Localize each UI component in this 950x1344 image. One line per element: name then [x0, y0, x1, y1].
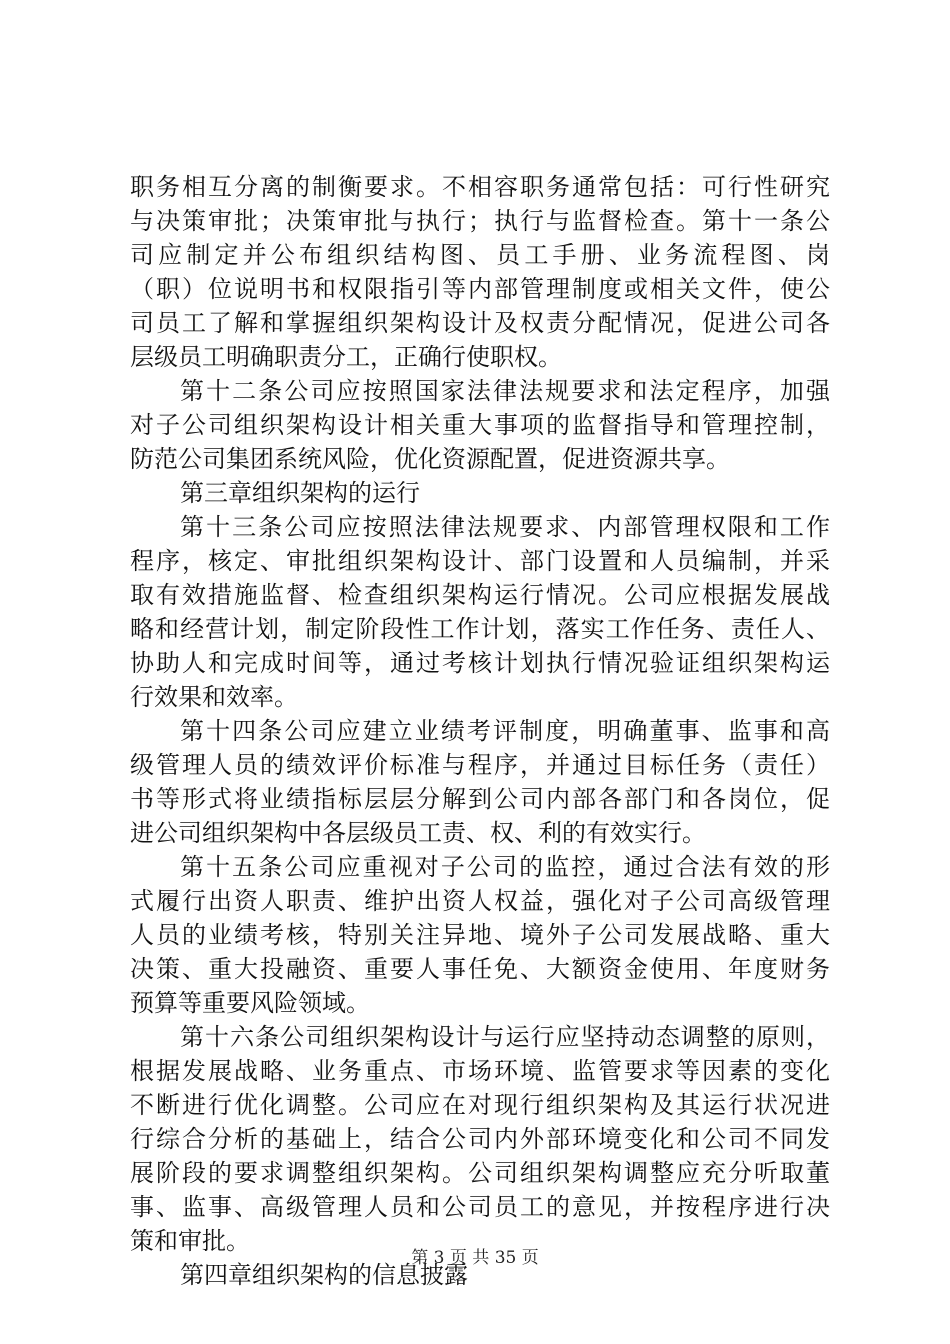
text-line: 进公司组织架构中各层级员工责、权、利的有效实行。 — [130, 819, 706, 847]
text-line: 第十二条公司应按照国家法律法规要求和法定程序，加强 — [180, 377, 830, 405]
text-line: 司应制定并公布组织结构图、员工手册、业务流程图、岗 — [130, 241, 830, 269]
text-line: 第三章组织架构的运行 — [180, 479, 420, 507]
text-line: 协助人和完成时间等，通过考核计划执行情况验证组织架构运 — [130, 649, 830, 677]
text-line: 不断进行优化调整。公司应在对现行组织架构及其运行状况进 — [130, 1091, 830, 1119]
text-line: （职）位说明书和权限指引等内部管理制度或相关文件，使公 — [130, 275, 830, 303]
text-line: 行效果和效率。 — [130, 683, 298, 711]
text-line: 略和经营计划，制定阶段性工作计划，落实工作任务、责任人、 — [130, 615, 830, 643]
text-line: 预算等重要风险领域。 — [130, 989, 370, 1017]
text-line: 第十三条公司应按照法律法规要求、内部管理权限和工作 — [180, 513, 830, 541]
text-line: 对子公司组织架构设计相关重大事项的监督指导和管理控制， — [130, 411, 830, 439]
page-footer: 第 3 页 共 35 页 — [411, 1248, 539, 1268]
text-line: 人员的业绩考核，特别关注异地、境外子公司发展战略、重大 — [130, 921, 830, 949]
text-line: 第十六条公司组织架构设计与运行应坚持动态调整的原则， — [180, 1023, 830, 1051]
text-line: 取有效措施监督、检查组织架构运行情况。公司应根据发展战 — [130, 581, 830, 609]
text-line: 第十五条公司应重视对子公司的监控，通过合法有效的形 — [180, 853, 830, 881]
text-line: 根据发展战略、业务重点、市场环境、监管要求等因素的变化 — [130, 1057, 830, 1085]
text-line: 层级员工明确职责分工，正确行使职权。 — [130, 343, 562, 371]
text-line: 事、监事、高级管理人员和公司员工的意见，并按程序进行决 — [130, 1193, 830, 1221]
text-line: 与决策审批；决策审批与执行；执行与监督检查。第十一条公 — [130, 207, 830, 235]
text-line: 行综合分析的基础上，结合公司内外部环境变化和公司不同发 — [130, 1125, 830, 1153]
text-line: 第十四条公司应建立业绩考评制度，明确董事、监事和高 — [180, 717, 830, 745]
text-line: 策和审批。 — [130, 1227, 250, 1255]
text-line: 第四章组织架构的信息披露 — [180, 1261, 468, 1289]
text-line: 展阶段的要求调整组织架构。公司组织架构调整应充分听取董 — [130, 1159, 830, 1187]
text-line: 职务相互分离的制衡要求。不相容职务通常包括：可行性研究 — [130, 173, 830, 201]
document-body — [130, 170, 830, 1292]
text-line: 司员工了解和掌握组织架构设计及权责分配情况，促进公司各 — [130, 309, 830, 337]
text-line: 式履行出资人职责、维护出资人权益，强化对子公司高级管理 — [130, 887, 830, 915]
text-line: 防范公司集团系统风险，优化资源配置，促进资源共享。 — [130, 445, 730, 473]
text-line: 决策、重大投融资、重要人事任免、大额资金使用、年度财务 — [130, 955, 830, 983]
text-line: 级管理人员的绩效评价标准与程序，并通过目标任务（责任） — [130, 751, 830, 779]
text-line: 书等形式将业绩指标层层分解到公司内部各部门和各岗位，促 — [130, 785, 830, 813]
text-line: 程序，核定、审批组织架构设计、部门设置和人员编制，并采 — [130, 547, 830, 575]
